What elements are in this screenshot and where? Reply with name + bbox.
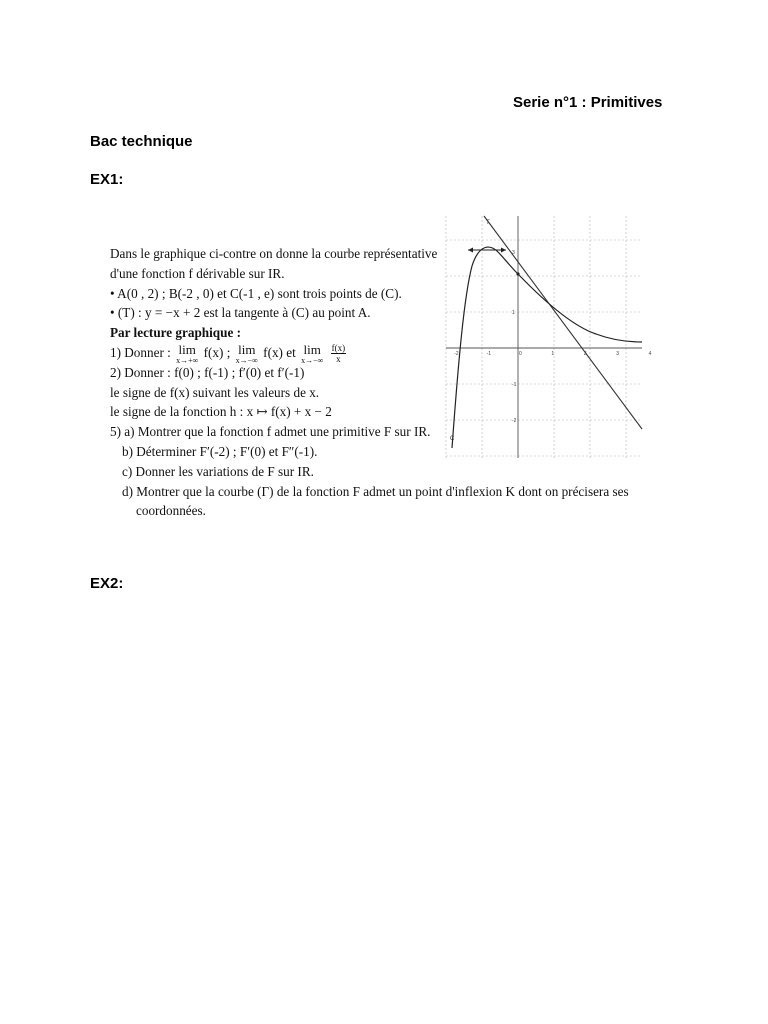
fraction-fx-over-x — [331, 343, 347, 364]
y-tick-label: 1 — [512, 310, 515, 316]
question-4: le signe de la fonction h : x ↦ f(x) + x − 2 — [110, 404, 332, 420]
exercise-1-heading: EX1: — [90, 171, 124, 188]
tangent-line: • (T) : y = −x + 2 est la tangente à (C) au point A. — [110, 305, 371, 321]
question-5a: 5) a) Montrer que la fonction f admet une primitive F sur IR. — [110, 424, 431, 440]
question-5b: b) Déterminer F′(-2) ; F′(0) et F″(-1). — [122, 443, 318, 459]
lim-word: lim — [238, 341, 256, 357]
lim-word: lim — [178, 341, 196, 357]
x-tick-label: -2 — [454, 351, 459, 357]
q1-fx: f(x) — [263, 344, 283, 360]
fraction-denominator: x — [336, 353, 341, 364]
limit-minus-infinity — [236, 343, 258, 365]
limit-plus-infinity — [176, 343, 198, 365]
arrow-left-icon — [468, 248, 473, 253]
y-tick-label: -1 — [512, 382, 517, 388]
limit-ratio — [301, 343, 323, 365]
document-title: Serie n°1 : Primitives — [513, 94, 663, 111]
y-tick-label: -2 — [512, 418, 517, 424]
x-tick-label: -1 — [486, 351, 492, 357]
tangent-label: T — [486, 220, 490, 226]
points-line: • A(0 , 2) ; B(-2 , 0) et C(-1 , e) sont trois points de (C). — [110, 285, 402, 301]
y-tick-label: 3 — [512, 250, 515, 256]
function-graph — [446, 216, 652, 458]
fraction-numerator: f(x) — [331, 342, 346, 353]
exercise-2-heading: EX2: — [90, 575, 124, 592]
x-tick-label: 0 — [519, 351, 522, 357]
arrow-right-icon — [501, 248, 506, 253]
level-heading: Bac technique — [90, 133, 193, 150]
q1-separator: ; — [226, 344, 231, 360]
x-tick-label: 3 — [616, 351, 619, 357]
question-5c: c) Donner les variations de F sur IR. — [122, 463, 314, 479]
intro-line-2: d'une fonction f dérivable sur IR. — [110, 265, 285, 281]
x-tick-label: 2 — [583, 351, 587, 357]
question-2: 2) Donner : f(0) ; f(-1) ; f′(0) et f′(-1) — [110, 364, 305, 380]
lim-subscript: x→−∞ — [235, 355, 258, 365]
x-tick-label: 1 — [551, 351, 555, 357]
point-A — [516, 272, 519, 275]
question-5d-continued: coordonnées. — [136, 503, 206, 519]
q1-and: et — [286, 344, 296, 360]
q1-fx: f(x) — [203, 344, 224, 360]
x-tick-label: 4 — [648, 351, 652, 357]
curve-label: C — [450, 436, 455, 442]
lim-subscript: x→−∞ — [301, 355, 324, 365]
lim-subscript: x→+∞ — [176, 355, 199, 365]
x-tick-labels — [454, 351, 651, 357]
tangent-line-T — [484, 216, 642, 429]
reading-title: Par lecture graphique : — [110, 325, 242, 341]
lim-word: lim — [303, 341, 321, 357]
question-3: le signe de f(x) suivant les valeurs de x. — [110, 384, 320, 400]
question-5d: d) Montrer que la courbe (Γ) de la fonction F admet un point d'inflexion K dont on précisera ses — [122, 483, 629, 499]
q1-prefix: 1) Donner : — [110, 344, 171, 360]
intro-line-1: Dans le graphique ci-contre on donne la courbe représentative — [110, 246, 438, 261]
graph-grid — [446, 216, 642, 458]
